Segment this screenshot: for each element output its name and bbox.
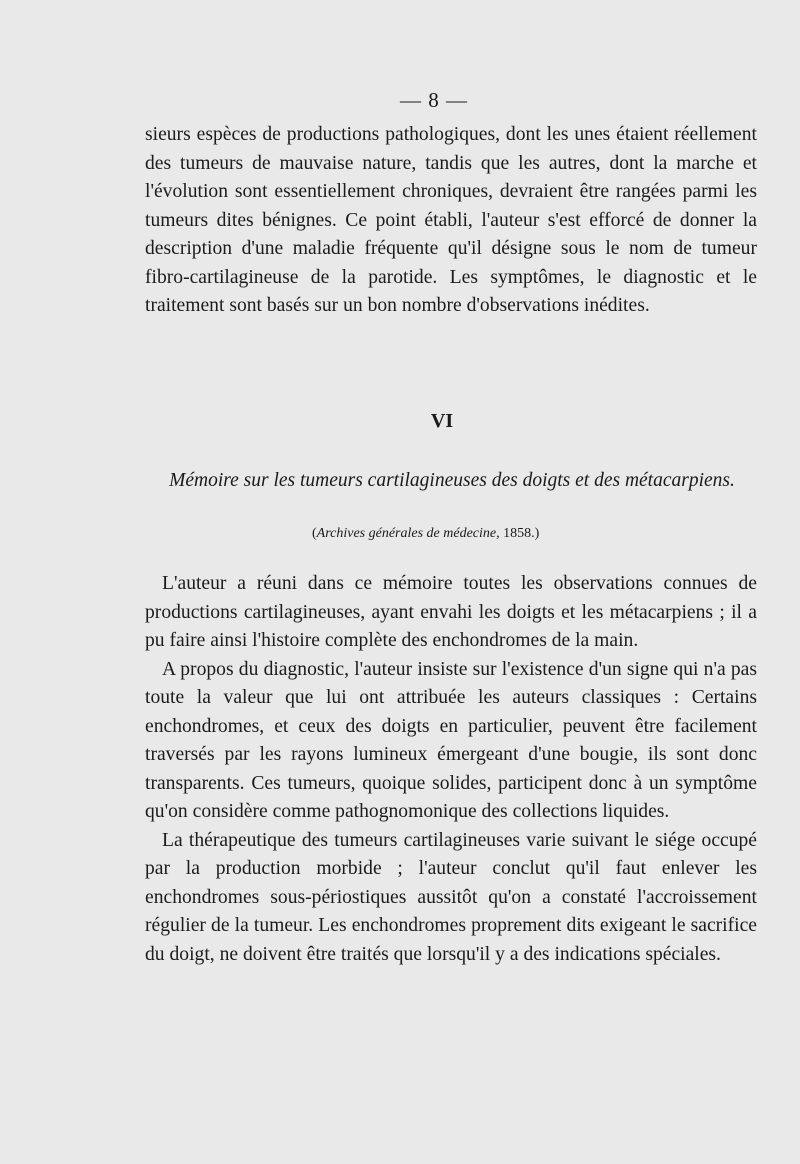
paragraph: A propos du diagnostic, l'auteur insiste sur l'existence d'un signe qui n'a pas toute la valeur que lui ont attribuée les auteurs classiques : Certains enchondromes, et ceux des doigts en particulier, peuvent être facilement traversés par les rayons lumineux émergeant d'une bougie, ils sont donc transparents. Ces tumeurs, quoique solides, participent donc à un symptôme qu'on considère comme pathognomonique des collections liquides. [145, 658, 757, 822]
citation-journal: Archives générales de médecine, [316, 526, 500, 541]
section-title: Mémoire sur les tumeurs cartilagineuses des doigts et des métacarpiens. [169, 470, 735, 491]
citation-open-paren: ( [312, 526, 317, 541]
citation [312, 526, 612, 542]
citation-close-paren: ) [534, 526, 540, 541]
page-number: — 8 — [400, 88, 468, 112]
paragraph: L'auteur a réuni dans ce mémoire toutes les observations connues de productions cartilagineuses, ayant envahi les doigts et les métacarpiens ; il a pu faire ainsi l'histoire complète des enchondromes de la main. [145, 573, 757, 651]
paragraph: La thérapeutique des tumeurs cartilagineuses varie suivant le siége occupé par la production morbide ; l'auteur conclut qu'il faut enlever les enchondromes sous-périostiques aussitôt qu'on a constaté l'accroissement régulier de la tumeur. Les enchondromes proprement dits exigeant le sacrifice du doigt, ne doivent être traités que lorsqu'il y a des indications spéciales. [145, 829, 757, 965]
body-text-top [145, 121, 757, 321]
citation-year: 1858. [503, 526, 535, 541]
body-text-bottom [145, 570, 757, 969]
paragraph: sieurs espèces de productions pathologiques, dont les unes étaient réellement des tumeurs de mauvaise nature, tandis que les autres, dont la marche et l'évolution sont essentiellement chroniques, devraient être rangées parmi les tumeurs dites bénignes. Ce point établi, l'auteur s'est efforcé de donner la description d'une maladie fréquente qu'il désigne sous le nom de tumeur fibro-cartilagineuse de la parotide. Les symptômes, le diagnostic et le traitement sont basés sur un bon nombre d'observations inédites. [145, 124, 757, 316]
section-number: VI [430, 410, 454, 432]
